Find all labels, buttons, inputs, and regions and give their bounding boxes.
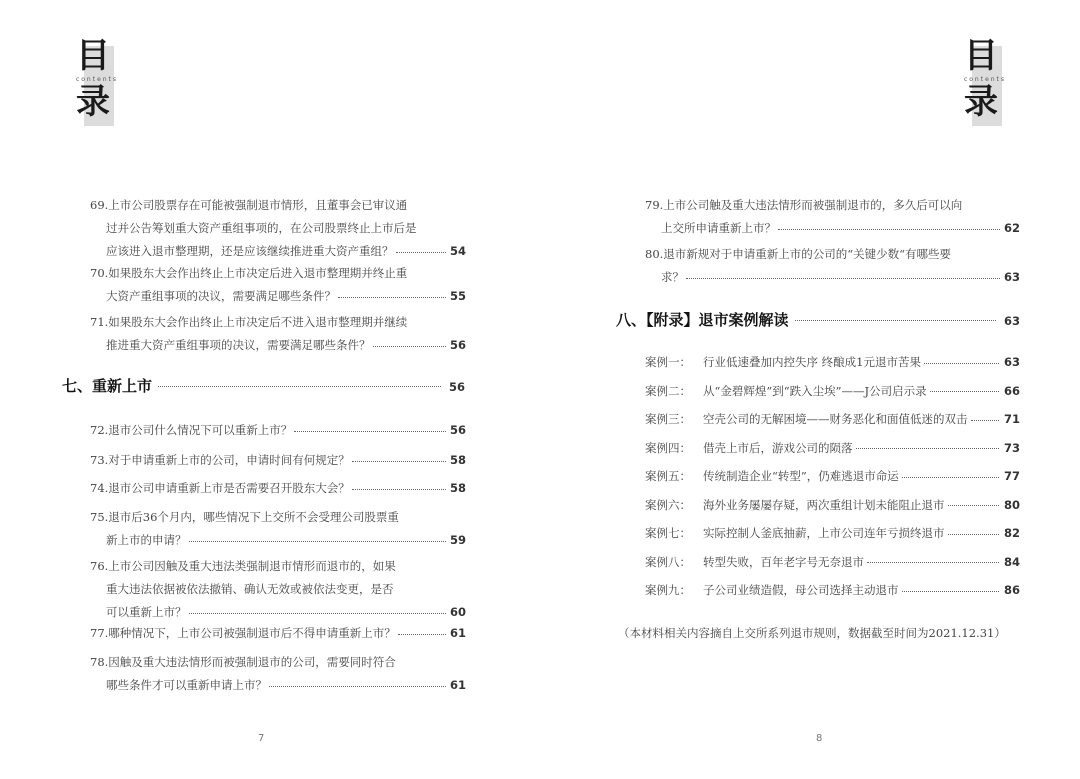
logo-char-2: 录 [76,82,110,122]
page-number: 7 [258,733,265,744]
leader-dots [930,390,999,392]
entry-text: 上交所申请重新上市？ [661,221,776,235]
entry-text: 74.退市公司申请重新上市是否需要召开股东大会？ [90,481,350,495]
section-title: 八、【附录】退市案例解读 [616,311,789,329]
entry-text: 80.退市新规对于申请重新上市的公司的“关键少数“有哪些要 [645,247,952,261]
case-entry[interactable] [645,551,1020,574]
case-entry[interactable] [645,380,1020,403]
case-entry[interactable] [645,408,1020,431]
case-label: 案例九： [645,583,691,597]
leader-dots [352,460,446,462]
entry-text: 78.因触及重大违法情形而被强制退市的公司，需要同时符合 [90,655,396,669]
leader-dots [948,504,1000,506]
toc-entry[interactable] [90,651,466,697]
entry-text: 76.上市公司因触及重大违法类强制退市情形而退市的，如果 [90,559,396,573]
toc-entry[interactable] [645,194,1020,240]
entry-text: 79.上市公司触及重大违法情形而被强制退市的，多久后可以向 [645,198,963,212]
section-page: 56 [448,380,465,394]
case-title: 海外业务屡屡存疑，两次重组计划未能阻止退市 [703,497,945,512]
leader-dots [158,385,441,387]
entry-text: 75.退市后36个月内，哪些情况下上交所不会受理公司股票重 [90,510,399,524]
case-title: 转型失败，百年老字号无奈退市 [703,554,864,569]
entry-text: 70.如果股东大会作出终止上市决定后进入退市整理期并终止重 [90,266,408,280]
section-title: 七、重新上市 [62,377,153,395]
source-note: （本材料相关内容摘自上交所系列退市规则，数据截至时间为2021.12.31） [618,626,1006,640]
leader-dots [867,561,999,563]
leader-dots [924,362,999,364]
case-label: 案例三： [645,412,691,426]
case-page: 82 [1003,526,1020,540]
toc-logo [62,38,132,128]
case-page: 63 [1003,355,1020,369]
case-label: 案例四： [645,440,691,455]
leader-dots [189,540,447,542]
case-page: 73 [1003,440,1020,455]
toc-entry[interactable] [645,243,1020,289]
leader-dots [778,228,1000,230]
entry-page: 56 [449,423,466,437]
section-page: 63 [1003,314,1020,328]
entry-text: 72.退市公司什么情况下可以重新上市？ [90,423,293,437]
toc-entry[interactable] [90,555,466,624]
case-title: 传统制造企业“转型”，仍难逃退市命运 [703,469,899,483]
entry-text: 73.对于申请重新上市的公司，申请时间有何规定？ [90,453,350,467]
case-page: 66 [1003,383,1020,398]
leader-dots [294,430,446,432]
page-number: 8 [816,733,823,744]
logo-subtitle: contents [963,76,1007,83]
entry-page: 60 [449,605,466,619]
case-entry[interactable] [645,437,1020,460]
leader-dots [373,345,447,347]
entry-text: 哪些条件才可以重新申请上市？ [106,678,267,692]
toc-entry[interactable] [90,311,466,357]
logo-char-2: 录 [964,82,998,122]
toc-entry[interactable] [90,506,466,552]
right-page [540,0,1080,779]
case-page: 86 [1003,583,1020,597]
logo-char-1: 目 [76,36,110,76]
case-title: 行业低速叠加内控失序 终酿成1元退市苦果 [703,355,921,369]
leader-dots [396,251,447,253]
logo-char-1: 目 [964,36,998,76]
toc-entry[interactable] [90,262,466,308]
toc-entry[interactable] [90,622,466,645]
toc-entry[interactable] [90,194,466,263]
case-entry[interactable] [645,522,1020,545]
entry-page: 55 [449,289,466,303]
toc-logo [950,38,1020,128]
leader-dots [856,447,1000,449]
case-label: 案例六： [645,497,691,512]
case-label: 案例八： [645,554,691,569]
leader-dots [902,590,1000,592]
case-title: 实际控制人釜底抽薪，上市公司连年亏损终退市 [703,526,945,540]
leader-dots [971,419,1000,421]
case-title: 从“金碧辉煌”到“跌入尘埃”——J公司启示录 [703,383,927,398]
section-heading-7[interactable] [62,375,465,396]
case-entry[interactable] [645,494,1020,517]
case-title: 子公司业绩造假，母公司选择主动退市 [703,583,899,597]
entry-text: 71.如果股东大会作出终止上市决定后不进入退市整理期并继续 [90,315,408,329]
leader-dots [189,612,447,614]
leader-dots [902,476,999,478]
entry-text: 可以重新上市？ [106,605,187,619]
entry-page: 56 [449,338,466,352]
leader-dots [398,633,446,635]
case-entry[interactable] [645,579,1020,602]
leader-dots [795,319,996,321]
case-entry[interactable] [645,465,1020,488]
leader-dots [352,488,446,490]
section-heading-8[interactable] [616,309,1020,330]
entry-page: 63 [1003,270,1020,284]
entry-text: 求？ [661,270,684,284]
entry-page: 58 [449,481,466,495]
case-title: 空壳公司的无解困境——财务恶化和面值低迷的双击 [703,412,968,426]
entry-page: 61 [449,626,466,640]
entry-text: 重大违法依据被依法撤销、确认无效或被依法变更，是否 [106,582,394,596]
entry-text: 新上市的申请？ [106,533,187,547]
case-label: 案例五： [645,469,691,483]
entry-text: 推进重大资产重组事项的决议，需要满足哪些条件？ [106,338,371,352]
toc-entry[interactable] [90,477,466,500]
case-page: 71 [1003,412,1020,426]
case-label: 案例七： [645,526,691,540]
entry-text: 69.上市公司股票存在可能被强制退市情形，且董事会已审议通 [90,198,408,212]
entry-text: 大资产重组事项的决议，需要满足哪些条件？ [106,289,336,303]
leader-dots [686,277,1000,279]
entry-page: 61 [449,678,466,692]
entry-text: 过并公告筹划重大资产重组事项的，在公司股票终止上市后是 [106,221,417,235]
case-page: 77 [1003,469,1020,483]
case-page: 84 [1003,554,1020,569]
case-entry[interactable] [645,351,1020,374]
leader-dots [269,685,446,687]
toc-entry[interactable] [90,449,466,472]
logo-subtitle: contents [75,76,119,83]
leader-dots [948,533,1000,535]
entry-text: 应该进入退市整理期，还是应该继续推进重大资产重组？ [106,244,394,258]
case-label: 案例一： [645,355,691,369]
case-title: 借壳上市后，游戏公司的陨落 [703,440,853,455]
case-page: 80 [1003,497,1020,512]
toc-entry[interactable] [90,419,466,442]
entry-page: 59 [449,533,466,547]
entry-text: 77.哪种情况下，上市公司被强制退市后不得申请重新上市？ [90,626,396,640]
entry-page: 54 [449,244,466,258]
entry-page: 58 [449,453,466,467]
case-label: 案例二： [645,383,691,398]
entry-page: 62 [1003,221,1020,235]
leader-dots [338,296,446,298]
